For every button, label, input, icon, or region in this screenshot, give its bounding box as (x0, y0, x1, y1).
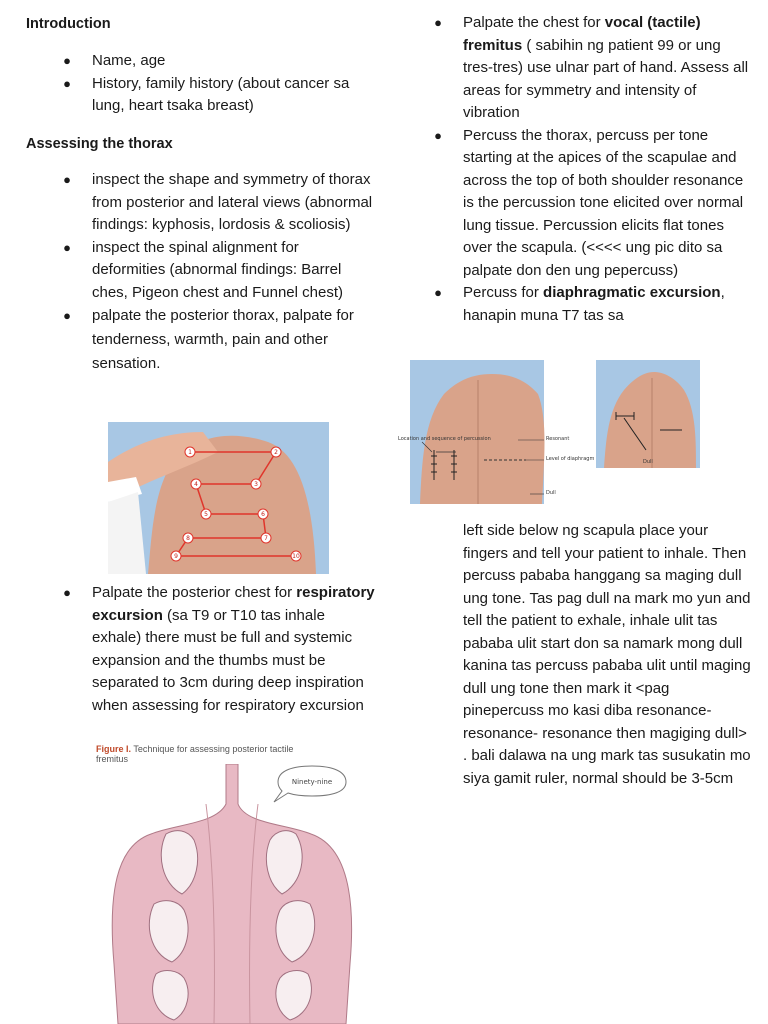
diaphragm-continued: left side below ng scapula place your fingers and tell your patient to inhale. Then percuss pababa hanggang sa maging dull ung tone. Tas pag dull na mark mo yun and tell the patient to exhale, inhale ulit tas pababa ulit start don sa namark mong dull kanina tas percuss pababa ulit until maging dull ung tone then mark it <pag pinepercuss mo kasi diba resonance- resonance- resonance then magiging dull> . bali dalawa na ung mark tas susukatin mo siya gamit ruler, normal should be 3-5cm (463, 522, 751, 787)
label-dull: Dull (546, 490, 556, 496)
diaphragm-figure (398, 360, 708, 506)
list-item: ● Palpate the chest for vocal (tactile) fremitus ( sabihin ng patient 99 or ung tres-tres) use ulnar part of hand. Assess all areas for symmetry and intensity of vibration (434, 14, 749, 121)
label-location: Location and sequence of percussion (398, 436, 491, 442)
point-label: 3 (254, 481, 258, 488)
bullet-icon: ● (434, 127, 442, 143)
right-list (434, 12, 750, 327)
label-level: Level of diaphragm (546, 456, 595, 462)
list-item: ● Name, age (92, 50, 382, 73)
point-label: 5 (204, 511, 208, 518)
figure-caption: Figure I. Technique for assessing posterior tactile fremitus (96, 744, 294, 764)
point-label: 6 (261, 511, 265, 518)
respiratory-list (63, 582, 376, 717)
list-item: ● Percuss for diaphragmatic excursion, hanapin muna T7 tas sa (434, 284, 725, 324)
list-item: ● inspect the shape and symmetry of thorax from posterior and lateral views (abnormal findings: kyphosis, lordosis & scoliosis) (63, 171, 373, 233)
intro-list (63, 50, 382, 118)
bullet-icon: ● (63, 585, 71, 600)
point-label: 4 (194, 481, 198, 488)
label-resonant: Resonant (546, 436, 570, 442)
point-label: 8 (186, 535, 190, 542)
bullet-icon: ● (63, 75, 71, 91)
bullet-icon: ● (434, 285, 442, 300)
list-item: ● History, family history (about cancer sa lung, heart tsaka breast) (63, 74, 350, 114)
speech-bubble-text: Ninety-nine (291, 778, 333, 786)
label-dull-small: Dull (643, 459, 653, 465)
point-label: 7 (264, 535, 268, 542)
back-palpation-illustration (108, 422, 329, 574)
bullet-icon: ● (63, 308, 71, 323)
bullet-icon: ● (63, 53, 71, 68)
intro-heading: Introduction (26, 16, 111, 32)
fremitus-figure (96, 744, 368, 1024)
list-item: ● inspect the spinal alignment for deformities (abnormal findings: Barrel ches, Pigeon chest and Funnel chest) (63, 238, 343, 301)
diaphragmatic-excursion-illustration (398, 360, 708, 506)
list-item: ● Palpate the posterior chest for respiratory excursion (sa T9 or T10 tas inhale exhale) there must be full and systemic expansion and the thumbs must be separated to 3cm during deep inspiration when assessing for respiratory excursion (63, 584, 375, 714)
bullet-icon: ● (63, 172, 71, 187)
bullet-icon: ● (434, 15, 442, 30)
point-label: 1 (188, 449, 192, 456)
point-label: 2 (274, 449, 278, 456)
palpation-figure (108, 422, 329, 574)
bullet-icon: ● (63, 239, 71, 255)
hands-on-back-illustration (96, 764, 368, 1024)
list-item: ● Percuss the thorax, percuss per tone starting at the apices of the scapulae and across the top of both shoulder resonance is the percussion tone elicited over normal lung tissue. Percussion elicits flat tones over the scapula. (<<<< ung pic dito sa palpate don den ung pepercuss) (434, 126, 744, 279)
list-item: ● palpate the posterior thorax, palpate for tenderness, warmth, pain and other sensation. (92, 304, 376, 376)
thorax-heading: Assessing the thorax (26, 136, 173, 152)
thorax-list (63, 169, 376, 376)
point-label: 10 (292, 553, 300, 560)
point-label: 9 (174, 553, 178, 560)
